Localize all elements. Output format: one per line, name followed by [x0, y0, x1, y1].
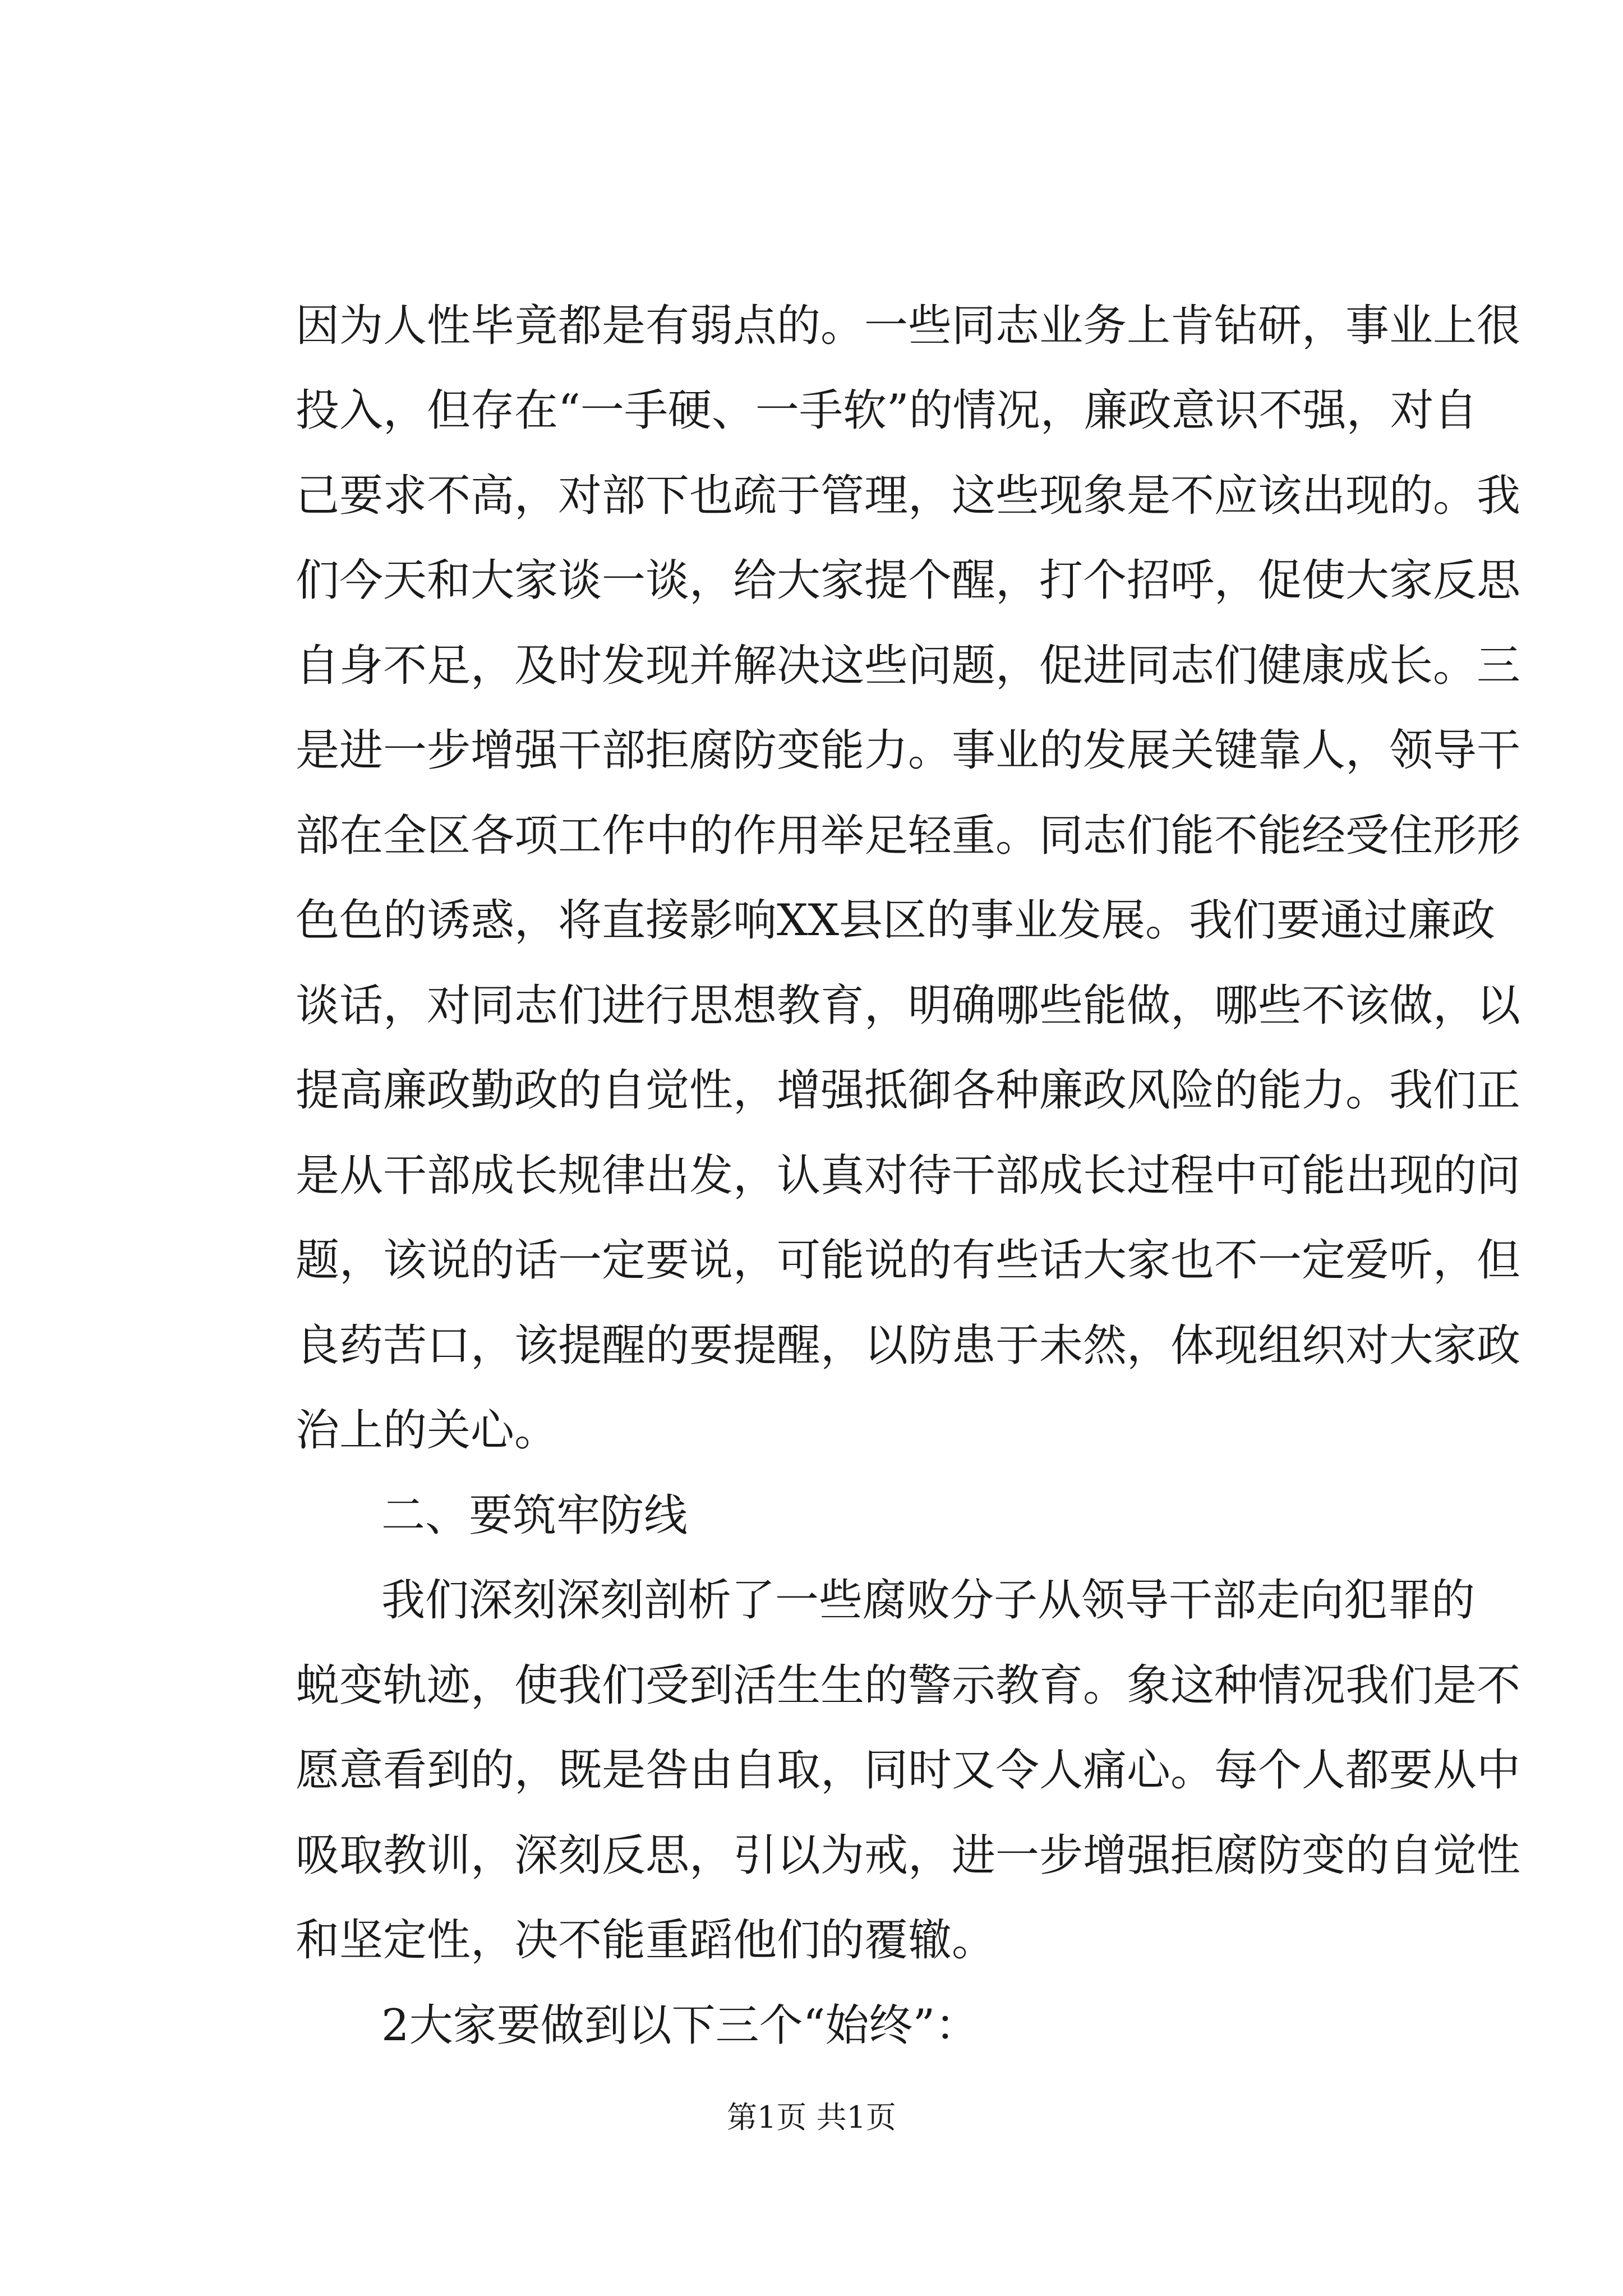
text-line: 吸取教训，深刻反思，引以为戒，进一步增强拒腐防变的自觉性 — [296, 1830, 1521, 1881]
text-line: 是从干部成长规律出发，认真对待干部成长过程中可能出现的问 — [296, 1151, 1521, 1201]
text-line: 色色的诱惑，将直接影响XX县区的事业发展。我们要通过廉政 — [296, 895, 1496, 946]
text-line: 2大家要做到以下三个“始终”： — [381, 2000, 979, 2051]
text-line: 投入，但存在“一手硬、一手软”的情况，廉政意识不强，对自 — [296, 385, 1478, 436]
text-line: 我们深刻深刻剖析了一些腐败分子从领导干部走向犯罪的 — [381, 1575, 1476, 1626]
text-line: 蜕变轨迹，使我们受到活生生的警示教育。象这种情况我们是不 — [296, 1660, 1521, 1711]
text-line: 们今天和大家谈一谈，给大家提个醒，打个招呼，促使大家反思 — [296, 555, 1521, 606]
section-heading: 二、要筑牢防线 — [381, 1490, 688, 1541]
text-line: 因为人性毕竟都是有弱点的。一些同志业务上肯钻研，事业上很 — [296, 301, 1521, 351]
page-footer: 第1页 共1页 — [727, 2100, 896, 2135]
text-line: 提高廉政勤政的自觉性，增强抵御各种廉政风险的能力。我们正 — [296, 1065, 1521, 1116]
text-line: 治上的关心。 — [296, 1405, 559, 1456]
text-line: 题，该说的话一定要说，可能说的有些话大家也不一定爱听，但 — [296, 1235, 1521, 1286]
text-line: 自身不足，及时发现并解决这些问题，促进同志们健康成长。三 — [296, 641, 1521, 691]
text-line: 良药苦口，该提醒的要提醒，以防患于未然，体现组织对大家政 — [296, 1320, 1521, 1371]
text-line: 己要求不高，对部下也疏于管理，这些现象是不应该出现的。我 — [296, 471, 1521, 521]
text-line: 谈话，对同志们进行思想教育，明确哪些能做，哪些不该做，以 — [296, 981, 1521, 1031]
text-line: 和坚定性，决不能重蹈他们的覆辙。 — [296, 1915, 996, 1966]
text-line: 是进一步增强干部拒腐防变能力。事业的发展关键靠人，领导干 — [296, 725, 1521, 776]
text-line: 部在全区各项工作中的作用举足轻重。同志们能不能经受住形形 — [296, 811, 1521, 861]
text-line: 愿意看到的，既是咎由自取，同时又令人痛心。每个人都要从中 — [296, 1745, 1521, 1796]
